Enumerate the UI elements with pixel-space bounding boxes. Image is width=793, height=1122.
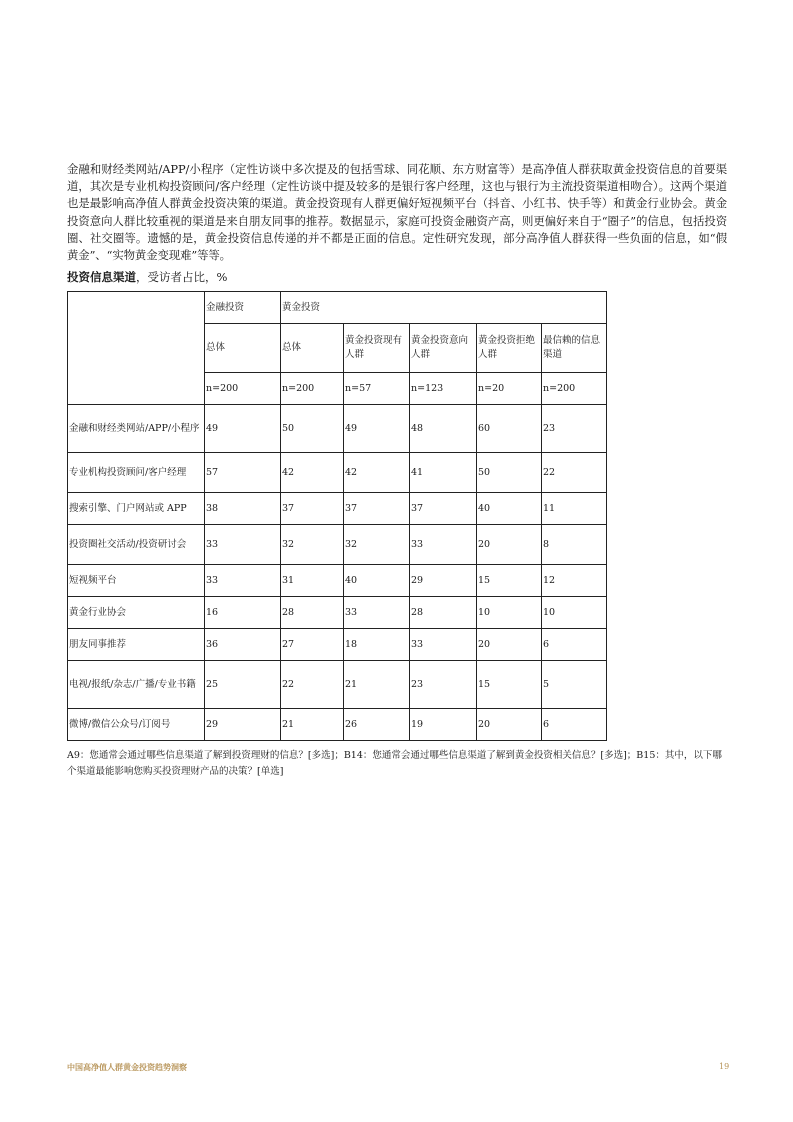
sample-size: n=200 — [542, 373, 607, 405]
column-header: 黄金投资现有人群 — [344, 324, 410, 373]
channel-table — [67, 291, 607, 741]
table-cell: 42 — [344, 453, 410, 493]
table-cell: 31 — [281, 565, 344, 597]
table-cell: 23 — [410, 661, 477, 709]
table-cell: 41 — [410, 453, 477, 493]
table-cell: 21 — [344, 661, 410, 709]
table-cell: 15 — [477, 565, 542, 597]
table-cell: 29 — [205, 709, 281, 741]
table-cell: 32 — [281, 525, 344, 565]
table-cell: 22 — [281, 661, 344, 709]
sample-size: n=200 — [281, 373, 344, 405]
table-cell: 15 — [477, 661, 542, 709]
page-number: 19 — [719, 1062, 730, 1071]
table-cell: 37 — [410, 493, 477, 525]
row-label: 短视频平台 — [68, 565, 205, 597]
table-row — [68, 565, 607, 597]
sample-size: n=20 — [477, 373, 542, 405]
column-header: 黄金投资意向人群 — [410, 324, 477, 373]
survey-question-note: A9：您通常会通过哪些信息渠道了解到投资理财的信息？[多选]；B14：您通常会通过哪些信息渠道了解到黄金投资相关信息？[多选]；B15：其中，以下哪个渠道最能影响您购买投资理财产品的决策？[单选] — [67, 750, 722, 777]
row-label: 微博/微信公众号/订阅号 — [68, 709, 205, 741]
row-label: 搜索引擎、门户网站或 APP — [68, 493, 205, 525]
sample-size: n=123 — [410, 373, 477, 405]
table-cell: 21 — [281, 709, 344, 741]
header-corner — [68, 292, 205, 405]
table-title: 投资信息渠道 — [67, 270, 136, 284]
table-subtitle: ，受访者占比，% — [136, 270, 228, 284]
table-row — [68, 661, 607, 709]
table-cell: 8 — [542, 525, 607, 565]
table-cell: 23 — [542, 405, 607, 453]
table-row — [68, 629, 607, 661]
row-label: 投资圈社交活动/投资研讨会 — [68, 525, 205, 565]
table-caption — [67, 269, 227, 285]
table-cell: 19 — [410, 709, 477, 741]
table-cell: 50 — [477, 453, 542, 493]
table-row — [68, 525, 607, 565]
group-header-financial: 金融投资 — [205, 292, 281, 324]
row-label: 金融和财经类网站/APP/小程序 — [68, 405, 205, 453]
table-cell: 33 — [410, 525, 477, 565]
row-label: 黄金行业协会 — [68, 597, 205, 629]
table-cell: 33 — [410, 629, 477, 661]
table-cell: 50 — [281, 405, 344, 453]
table-cell: 42 — [281, 453, 344, 493]
body-paragraph: 金融和财经类网站/APP/小程序（定性访谈中多次提及的包括雪球、同花顺、东方财富等）是高净值人群获取黄金投资信息的首要渠道，其次是专业机构投资顾问/客户经理（定性访谈中提及较多的是银行客户经理，这也与银行为主流投资渠道相吻合）。这两个渠道也是最影响高净值人群黄金投资决策的渠道。黄金投资现有人群更偏好短视频平台（抖音、小红书、快手等）和黄金行业协会。黄金投资意向人群比较重视的渠道是来自朋友同事的推荐。数据显示，家庭可投资金融资产高，则更偏好来自于“圈子”的信息，包括投资圈、社交圈等。遗憾的是，黄金投资信息传递的并不都是正面的信息。定性研究发现，部分高净值人群获得一些负面的信息，如“假黄金”、“实物黄金变现难”等等。 — [67, 162, 727, 263]
column-header: 总体 — [205, 324, 281, 373]
table-row — [68, 453, 607, 493]
table-cell: 10 — [477, 597, 542, 629]
row-label: 电视/报纸/杂志/广播/专业书籍 — [68, 661, 205, 709]
table-cell: 20 — [477, 525, 542, 565]
table-row — [68, 597, 607, 629]
table-cell: 26 — [344, 709, 410, 741]
table-cell: 18 — [344, 629, 410, 661]
table-cell: 32 — [344, 525, 410, 565]
table-cell: 20 — [477, 629, 542, 661]
table-cell: 27 — [281, 629, 344, 661]
table-cell: 16 — [205, 597, 281, 629]
table-cell: 57 — [205, 453, 281, 493]
table-cell: 5 — [542, 661, 607, 709]
table-cell: 25 — [205, 661, 281, 709]
table-cell: 60 — [477, 405, 542, 453]
table-cell: 40 — [344, 565, 410, 597]
table-cell: 22 — [542, 453, 607, 493]
footer-report-title: 中国高净值人群黄金投资趋势洞察 — [67, 1063, 187, 1072]
table-cell: 28 — [410, 597, 477, 629]
table-cell: 37 — [344, 493, 410, 525]
column-header: 黄金投资拒绝人群 — [477, 324, 542, 373]
column-header: 总体 — [281, 324, 344, 373]
table-cell: 29 — [410, 565, 477, 597]
column-header: 最信赖的信息渠道 — [542, 324, 607, 373]
table-cell: 6 — [542, 629, 607, 661]
table-cell: 40 — [477, 493, 542, 525]
row-label: 朋友同事推荐 — [68, 629, 205, 661]
table-row — [68, 709, 607, 741]
table-cell: 20 — [477, 709, 542, 741]
sample-size: n=200 — [205, 373, 281, 405]
table-cell: 12 — [542, 565, 607, 597]
table-cell: 38 — [205, 493, 281, 525]
table-cell: 10 — [542, 597, 607, 629]
table-cell: 33 — [205, 525, 281, 565]
table-cell: 48 — [410, 405, 477, 453]
table-cell: 49 — [205, 405, 281, 453]
table-cell: 33 — [205, 565, 281, 597]
sample-size: n=57 — [344, 373, 410, 405]
table-cell: 36 — [205, 629, 281, 661]
table-cell: 49 — [344, 405, 410, 453]
table-cell: 28 — [281, 597, 344, 629]
table-cell: 6 — [542, 709, 607, 741]
table-row — [68, 405, 607, 453]
table-cell: 33 — [344, 597, 410, 629]
table-row — [68, 493, 607, 525]
group-header-gold: 黄金投资 — [281, 292, 607, 324]
row-label: 专业机构投资顾问/客户经理 — [68, 453, 205, 493]
table-cell: 11 — [542, 493, 607, 525]
table-cell: 37 — [281, 493, 344, 525]
